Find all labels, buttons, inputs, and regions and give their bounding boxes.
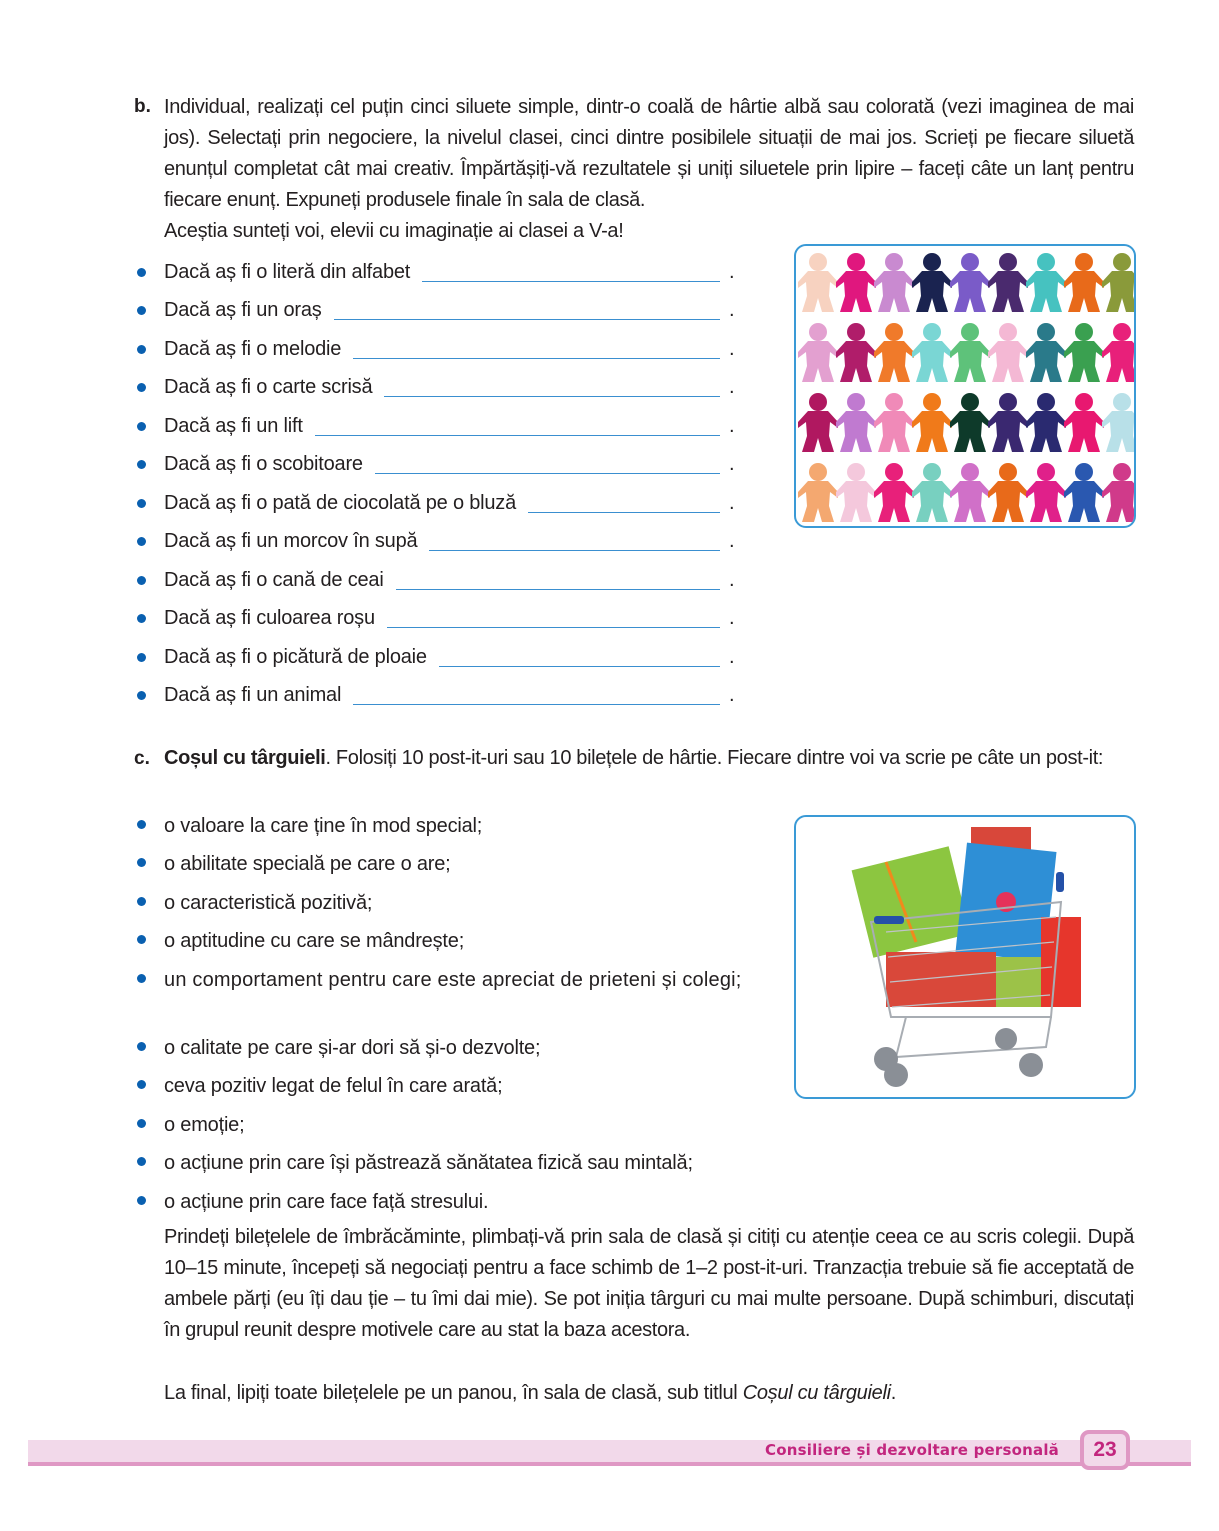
prompt-item [137, 412, 734, 440]
paper-doll [912, 253, 952, 312]
bullet-icon [137, 1196, 146, 1205]
paper-doll [836, 253, 876, 312]
post-it-item-text: o caracteristică pozitivă; [164, 892, 373, 914]
paper-doll-chains-image [794, 244, 1136, 528]
paper-doll [1102, 463, 1134, 522]
shopping-cart-with-gifts-image [794, 815, 1136, 1099]
paper-doll [1026, 393, 1066, 452]
prompt-text: Dacă aș fi culoarea roșu [164, 607, 375, 629]
paper-doll [836, 393, 876, 452]
post-it-item [137, 926, 464, 956]
final-text: La final, lipiți toate bilețelele pe un panou, în sala de clasă, sub titlul [164, 1382, 743, 1404]
prompt-item [137, 528, 734, 556]
post-it-item-text: o abilitate specială pe care o are; [164, 853, 451, 875]
bullet-icon [137, 268, 146, 277]
prompt-text: Dacă aș fi o carte scrisă [164, 376, 373, 398]
prompt-period: . [729, 414, 735, 437]
prompt-period: . [729, 453, 735, 475]
prompt-text: Dacă aș fi un animal [164, 684, 342, 706]
prompt-text: Dacă aș fi o picătură de ploaie [164, 645, 427, 668]
answer-blank-line[interactable] [375, 455, 720, 474]
paper-doll [988, 463, 1028, 522]
paper-doll [1026, 323, 1066, 382]
prompt-text: Dacă aș fi un lift [164, 414, 303, 437]
bullet-icon [137, 576, 146, 585]
paper-doll [798, 393, 838, 452]
section-c-intro-text: . Folosiți 10 post-it-uri sau 10 bilețele de hârtie. Fiecare dintre voi va scrie pe câte un post-it: [325, 747, 1104, 769]
paper-dolls-illustration [796, 246, 1134, 526]
paper-doll [1064, 323, 1104, 382]
answer-blank-line[interactable] [315, 417, 720, 436]
paper-doll [1064, 393, 1104, 452]
section-b-tagline: Aceștia sunteți voi, elevii cu imaginație ai clasei a V-a! [164, 220, 624, 242]
bullet-icon [137, 499, 146, 508]
prompt-item [137, 489, 734, 517]
paper-doll [874, 253, 914, 312]
bullet-icon [137, 1042, 146, 1051]
answer-blank-line[interactable] [353, 340, 720, 359]
prompt-text: Dacă aș fi o literă din alfabet [164, 260, 411, 283]
post-it-item-text: un comportament pentru care este apreciat de prieteni și colegi; [164, 969, 742, 991]
prompt-text: Dacă aș fi o cană de ceai [164, 568, 384, 591]
final-period: . [890, 1382, 896, 1404]
paper-doll [950, 323, 990, 382]
footer-subject: Consiliere și dezvoltare personală [765, 1441, 1059, 1459]
answer-blank-line[interactable] [384, 378, 720, 397]
prompt-period: . [729, 530, 735, 552]
bullet-icon [137, 422, 146, 431]
prompt-period: . [729, 568, 735, 591]
prompt-period: . [729, 607, 735, 629]
paper-doll [874, 463, 914, 522]
paper-doll [1064, 253, 1104, 312]
bullet-icon [137, 383, 146, 392]
post-it-item [137, 965, 764, 995]
paper-doll [1102, 323, 1134, 382]
answer-blank-line[interactable] [353, 686, 720, 705]
paper-doll [798, 463, 838, 522]
prompt-item [137, 643, 734, 671]
prompt-period: . [729, 684, 735, 706]
paper-doll [874, 323, 914, 382]
answer-blank-line[interactable] [528, 494, 720, 513]
green-gift-box [852, 846, 971, 958]
post-it-item-text: o emoție; [164, 1114, 245, 1136]
paper-doll [1102, 253, 1134, 312]
paper-doll [912, 393, 952, 452]
bullet-icon [137, 537, 146, 546]
post-it-item [137, 1187, 488, 1217]
bullet-icon [137, 858, 146, 867]
prompt-item [137, 451, 734, 479]
paper-doll [798, 253, 838, 312]
post-it-item [137, 811, 482, 841]
final-title-italic: Coșul cu târguieli [742, 1382, 891, 1404]
paper-doll [988, 323, 1028, 382]
bullet-icon [137, 653, 146, 662]
prompt-period: . [729, 645, 735, 668]
bullet-icon [137, 345, 146, 354]
paper-doll [1064, 463, 1104, 522]
post-it-item-text: o aptitudine cu care se mândrește; [164, 930, 465, 952]
answer-blank-line[interactable] [422, 263, 720, 282]
prompt-item [137, 335, 734, 363]
bullet-icon [137, 820, 146, 829]
answer-blank-line[interactable] [429, 532, 720, 551]
answer-blank-line[interactable] [334, 301, 720, 320]
bullet-icon [137, 974, 146, 983]
answer-blank-line[interactable] [387, 609, 720, 628]
section-c-intro [164, 743, 1134, 774]
paper-doll [836, 323, 876, 382]
post-it-item-text: o acțiune prin care își păstrează sănătatea fizică sau mintală; [164, 1152, 693, 1174]
page-number: 23 [1080, 1430, 1130, 1470]
post-it-item-text: o acțiune prin care face față stresului. [164, 1191, 489, 1213]
bullet-icon [137, 691, 146, 700]
paper-doll [874, 393, 914, 452]
paper-doll [950, 253, 990, 312]
paper-doll [950, 463, 990, 522]
post-it-item [137, 1148, 693, 1178]
answer-blank-line[interactable] [396, 571, 720, 590]
prompt-text: Dacă aș fi un morcov în supă [164, 530, 418, 552]
section-c-final [164, 1382, 896, 1405]
section-b-marker: b. [134, 96, 151, 117]
paper-doll [1102, 393, 1134, 452]
prompt-item [137, 605, 734, 633]
section-b-instruction: Individual, realizați cel puțin cinci siluete simple, dintr-o coală de hârtie albă sau colorată (vezi imaginea de mai jos). Selectați prin negociere, la nivelul clasei, cinci dintre posibilele situații de mai jos. Scrieți pe fiecare siluetă enunțul completat cât mai creativ. Împărtășiți-vă rezultatele și uniți siluetele prin lipire – faceți câte un lanț pentru fiecare enunț. Expuneți produsele finale în sala de clasă. [164, 96, 1134, 211]
bullet-icon [137, 1080, 146, 1089]
bullet-icon [137, 1157, 146, 1166]
paper-doll [836, 463, 876, 522]
bullet-icon [137, 1119, 146, 1128]
section-c-paragraph: Prindeți bilețelele de îmbrăcăminte, plimbați-vă prin sala de clasă și citiți cu atenție ceea ce au scris colegii. După 10–15 minute, începeți să negociați pentru a face schimb de 1–2 post-it-uri. Tranzacția trebuie să fie acceptată de ambele părți (eu îți dau ție – tu îmi dai mie). Se pot iniția târguri cu mai multe persoane. După schimburi, discutați în grupul reunit despre motivele care au stat la baza acestora. [164, 1226, 1134, 1341]
bullet-icon [137, 460, 146, 469]
prompt-text: Dacă aș fi o scobitoare [164, 453, 363, 475]
post-it-item [137, 1110, 244, 1140]
prompt-item [137, 566, 734, 594]
prompt-item [137, 297, 734, 325]
bullet-icon [137, 935, 146, 944]
shopping-cart-illustration [796, 817, 1134, 1097]
prompt-period: . [729, 376, 735, 398]
paper-doll [912, 323, 952, 382]
prompt-period: . [729, 491, 735, 514]
prompt-period: . [729, 337, 735, 360]
paper-doll [912, 463, 952, 522]
prompt-period: . [729, 260, 735, 283]
paper-doll [988, 393, 1028, 452]
post-it-item-text: o valoare la care ține în mod special; [164, 815, 483, 837]
red-shopping-bag [1041, 917, 1081, 1007]
post-it-item [137, 1033, 540, 1063]
post-it-item [137, 849, 451, 879]
post-it-item-text: ceva pozitiv legat de felul în care arată; [164, 1075, 503, 1097]
paper-doll [988, 253, 1028, 312]
prompt-text: Dacă aș fi o pată de ciocolată pe o bluză [164, 491, 517, 514]
prompt-period: . [729, 299, 735, 321]
paper-doll [1026, 253, 1066, 312]
paper-doll [798, 323, 838, 382]
bullet-icon [137, 614, 146, 623]
prompt-item [137, 374, 734, 402]
section-c-title: Coșul cu târguieli [164, 747, 326, 769]
paper-doll [1026, 463, 1066, 522]
prompt-text: Dacă aș fi un oraș [164, 299, 322, 321]
bullet-icon [137, 897, 146, 906]
prompt-item [137, 258, 734, 286]
post-it-item [137, 888, 372, 918]
orange-gift-box [886, 952, 996, 1007]
post-it-item [137, 1071, 502, 1101]
post-it-item-text: o calitate pe care și-ar dori să și-o dezvolte; [164, 1037, 541, 1059]
bullet-icon [137, 306, 146, 315]
prompt-item [137, 682, 734, 710]
section-c-marker: c. [134, 748, 150, 769]
answer-blank-line[interactable] [439, 648, 720, 667]
paper-doll [950, 393, 990, 452]
prompt-text: Dacă aș fi o melodie [164, 337, 342, 360]
